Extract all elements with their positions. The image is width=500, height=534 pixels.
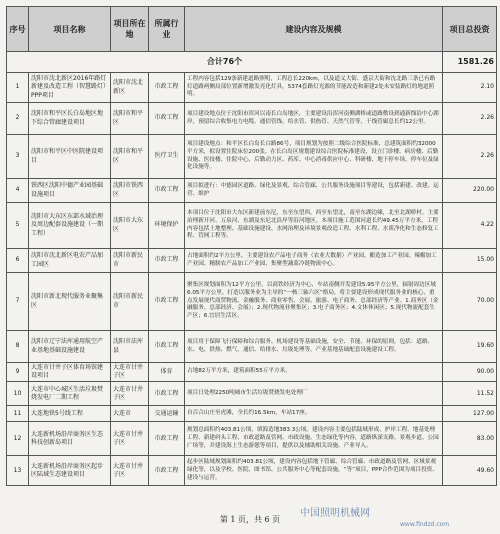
table-row: [7, 249, 497, 273]
cell-investment: 127.00: [443, 406, 497, 422]
cell-no: 6: [7, 249, 29, 273]
cell-investment: 11.52: [443, 382, 497, 406]
cell-name: 沈阳市沈北新区电农产品加工园区: [29, 249, 111, 273]
cell-location: 沈阳市大东区: [111, 203, 149, 249]
cell-location: 沈阳市和平区: [111, 103, 149, 135]
cell-industry: 市政工程: [149, 249, 185, 273]
header-name: 项目名称: [29, 7, 111, 52]
cell-location: 大连市甘井子区: [111, 363, 149, 382]
cell-location: 沈阳市法库县: [111, 331, 149, 363]
cell-industry: 市政工程: [149, 73, 185, 103]
cell-name: 沈阳市辽宁法库通用航空产业基地基础设施建设: [29, 331, 111, 363]
table-row: [7, 456, 497, 486]
cell-investment: 49.60: [443, 456, 497, 486]
cell-description: 起步区陆域规划面积约403.81公顷，建设内容包括地下管廊、综合管廊、市政道路及管网、区域景观绿化等，以及学校、医院、图书馆、公共服务中心等配套设施，“等”项目，PPP合作范围为项目投资、建设与运营。: [185, 456, 443, 486]
cell-description: 自百合山庄至虎滩，全长约16.5km，车站17座。: [185, 406, 443, 422]
table-row: [7, 422, 497, 456]
total-row: [7, 52, 497, 73]
cell-industry: 市政工程: [149, 456, 185, 486]
cell-investment: 220.00: [443, 179, 497, 203]
cell-name: 大连地铁5号线工程: [29, 406, 111, 422]
cell-no: 9: [7, 363, 29, 382]
cell-industry: 市政工程: [149, 273, 185, 331]
table-row: [7, 203, 497, 249]
cell-location: 沈阳市新民市: [111, 249, 149, 273]
cell-name: 沈阳市和平区长白岛地区地下综合管廊建设项目: [29, 103, 111, 135]
page-footer: 第 1 页，共 6 页: [219, 515, 281, 524]
cell-description: 项目日处理2250吨城市生活垃圾焚烧发电处理厂: [185, 382, 443, 406]
cell-investment: 15.00: [443, 249, 497, 273]
cell-no: 11: [7, 406, 29, 422]
cell-investment: 2.10: [443, 73, 497, 103]
cell-name: 铁西区沈阳中德产业园基础设施项目: [29, 179, 111, 203]
table-row: [7, 273, 497, 331]
cell-name: 大连市中心城区生活垃圾焚烧发电厂二期工程: [29, 382, 111, 406]
cell-no: 7: [7, 273, 29, 331]
total-label: 合计76个: [7, 52, 443, 73]
cell-no: 2: [7, 103, 29, 135]
table-row: [7, 363, 497, 382]
cell-industry: 医疗卫生: [149, 135, 185, 179]
cell-location: 大连市甘井子区: [111, 456, 149, 486]
cell-name: 沈阳市沈北新区2016年路灯新建及改造工程（智慧路灯）PPP项目: [29, 73, 111, 103]
table-row: [7, 73, 497, 103]
cell-name: 大连新机场沿岸商务区生态科技创新岛项目: [29, 422, 111, 456]
cell-no: 1: [7, 73, 29, 103]
cell-description: 占地面积约2平方公里。主要建设农产品电子商务（农业大数据）产业园，酿造加工产业园、辣椒加工产业园、精制农产品加工产业园、集聚型蔬菜冷链物流中心。: [185, 249, 443, 273]
cell-name: 沈阳市大东区东部水域治理及周边配套设施建设（一期工程）: [29, 203, 111, 249]
cell-name: 大连新机场沿岸商务区起步区陆域生态建设项目: [29, 456, 111, 486]
cell-industry: 环境保护: [149, 203, 185, 249]
cell-description: 项目建设地点位于沈阳市浑河以南长白岛地区，主要建设沿浑河南侧湖桥或道路敷设到通新线沿中心湖岸，预留综合收集电力电缆、通信管线、给水管、供热管、天然气管等，干线管廊总长约12公里。: [185, 103, 443, 135]
cell-no: 3: [7, 135, 29, 179]
cell-no: 4: [7, 179, 29, 203]
cell-description: 项目用于保障飞行保障和综合服务、机场建设等基础设施，安全、节能、环保的原则，包括：道路、水、电、供热、燃气、通信、给排水、垃圾处理等，产业基地基础配套设施建设工程。: [185, 331, 443, 363]
header-no: 序号: [7, 7, 29, 52]
watermark-url: www.findzd.com: [400, 521, 450, 528]
cell-investment: 2.26: [443, 135, 497, 179]
cell-location: 沈阳市新民市: [111, 273, 149, 331]
cell-description: 项目建设地点：和平区长白岛长白路86号，项目规划为按照二级综合医院标准，总建筑面积约32000平方米，拟设置住院床位200张。在长白岛区规划建设综合医院标准建设，设立门诊楼、病房楼、后勤设施、医技楼、住院中心、后勤动力区、药库、中心消毒供应中心、科研楼、地下停车场、停车位及绿化设施等。: [185, 135, 443, 179]
cell-industry: 市政工程: [149, 422, 185, 456]
cell-no: 8: [7, 331, 29, 363]
cell-no: 10: [7, 382, 29, 406]
cell-industry: 市政工程: [149, 103, 185, 135]
cell-investment: 83.00: [443, 422, 497, 456]
cell-no: 13: [7, 456, 29, 486]
cell-no: 5: [7, 203, 29, 249]
cell-description: 规划总面积约403.81公顷，填海造地383.3公顷。建设内容主要包括陆域形成、护岸工程、地基处理工程、新建码头工程、市政道路及管网、市政设施、生态绿化等内容，道路纵深支路、景观步道、公园广场等，并建设海上生态游憩等项目，提供以及辅助相关设施、产业导入。: [185, 422, 443, 456]
cell-description: 本项目位于沈阳市大东区新建前东尼，东至东望西，西至东望北，南至东湖边缘，北至北湖桥村，主要治理新开河、万泉河、东湖及东尼北沿岸等沿河地区。本项目施工范围河道长约49.45万平方米，工程内容包括土地整理、基础设施建设、水网治理及环境景观改造工程、水利工程、水质净化和生态修复工程、管网工程等。: [185, 203, 443, 249]
cell-industry: 市政工程: [149, 382, 185, 406]
cell-description: 聚集区规划面积为12平方公里，以商铁经济为中心，车站南侧开发建设5.95平方公里，辐射周边区域6.05平方公里。打造以服务业为主导的“一核三轴六区”格局。将主要建设形成现代服务业的核心，重点发展现代商贸物流、金融服务、商业零售、会展、旅游、电子商务、总部经济等产业。1.商务区（金融服务、总部经济、会展）；2.现代物流业聚集区；3.电子商务区；4.文体休闲区；5.现代物流配套生产区；6.宜居生活区。: [185, 273, 443, 331]
project-table: [6, 6, 497, 486]
header-description: 建设内容及规模: [185, 7, 443, 52]
cell-industry: 市政工程: [149, 331, 185, 363]
cell-no: 12: [7, 422, 29, 456]
cell-description: 占地82万平方米，建筑面积55万平方米。: [185, 363, 443, 382]
cell-name: 大连市甘井子区体育场馆建设项目: [29, 363, 111, 382]
cell-location: 沈阳市和平区: [111, 135, 149, 179]
cell-name: 沈阳市新北现代服务业聚集区: [29, 273, 111, 331]
cell-location: 大连市: [111, 406, 149, 422]
cell-description: 项目拟进行：中德园区道路、绿化及景观、综合管廊、公共服务设施项目等建设，包括新建、改建、运营、维护: [185, 179, 443, 203]
table-row: [7, 135, 497, 179]
cell-location: 大连市甘井子区: [111, 382, 149, 406]
cell-location: 沈阳市沈北新区: [111, 73, 149, 103]
cell-industry: 交通运输: [149, 406, 185, 422]
cell-location: 大连市甘井子区: [111, 422, 149, 456]
cell-investment: 90.00: [443, 363, 497, 382]
cell-location: 沈阳市铁西区: [111, 179, 149, 203]
header-industry: 所属行业: [149, 7, 185, 52]
header-location: 项目所在地: [111, 7, 149, 52]
watermark-logo: 中国照明机械网: [300, 508, 370, 519]
cell-description: 工程内容包括129条新建道路照明，工程总长220km，以及道义大街、盛京大街和沈北路三条已有路灯道路两侧局部位置新增激发亮化灯具，5374套路灯光源的节能改造和新建2处未安装路灯的地道照明。: [185, 73, 443, 103]
cell-industry: 市政工程: [149, 179, 185, 203]
table-header-row: [7, 7, 497, 52]
total-value: 1581.26: [443, 52, 497, 73]
table-row: [7, 103, 497, 135]
cell-investment: 19.60: [443, 331, 497, 363]
cell-name: 沈阳市和平区中医院建设项目: [29, 135, 111, 179]
table-row: [7, 179, 497, 203]
cell-investment: 2.26: [443, 103, 497, 135]
table-row: [7, 382, 497, 406]
table-row: [7, 331, 497, 363]
table-row: [7, 406, 497, 422]
cell-industry: 体育: [149, 363, 185, 382]
cell-investment: 4.22: [443, 203, 497, 249]
header-investment: 项目总投资: [443, 7, 497, 52]
cell-investment: 70.00: [443, 273, 497, 331]
